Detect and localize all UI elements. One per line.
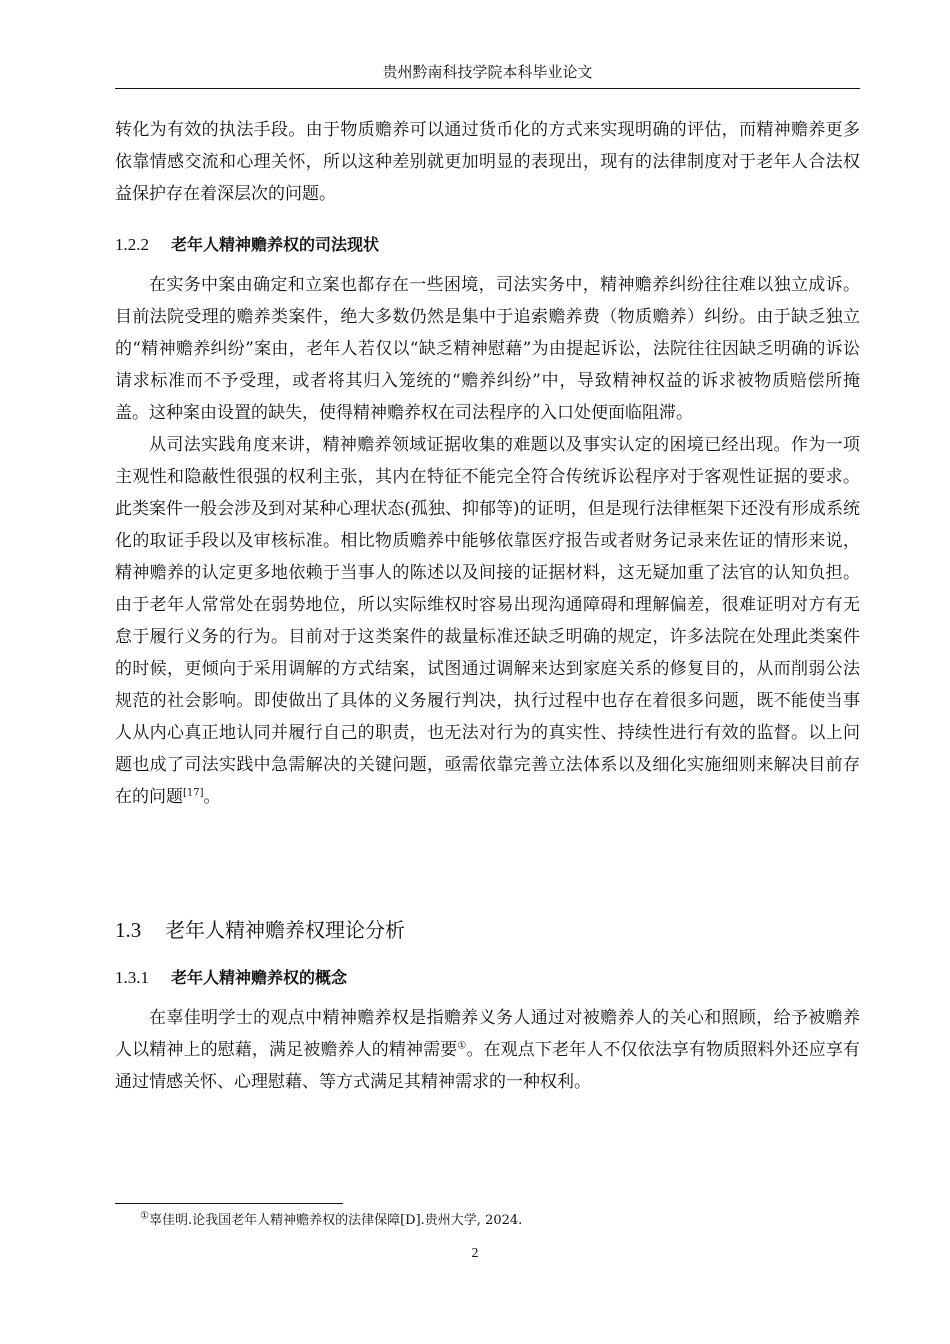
section-title: 老年人精神赡养权理论分析 <box>165 918 405 942</box>
footnote-mark: ① <box>140 1210 149 1222</box>
footnote <box>140 1212 522 1230</box>
section-heading-1-2-2 <box>115 229 860 261</box>
paragraph-judicial-practice <box>115 429 860 813</box>
section-number: 1.3 <box>115 918 142 942</box>
section-title: 老年人精神赡养权的概念 <box>171 968 348 987</box>
header-rule <box>115 88 860 89</box>
footnote-ref: ① <box>457 1040 467 1052</box>
paragraph-concept <box>115 1002 860 1098</box>
section-title: 老年人精神赡养权的司法现状 <box>171 235 380 254</box>
paragraph-text: 在辜佳明学士的观点中精神赡养权是指赡养义务人通过对被赡养人的关心和照顾，给予被赡养人以精神上的慰藉，满足被赡养人的精神需要 <box>115 1008 860 1060</box>
paragraph-end: 。 <box>203 787 221 807</box>
section-number: 1.3.1 <box>115 968 149 987</box>
page-body <box>115 114 860 1098</box>
paragraph-case-filing: 在实务中案由确定和立案也都存在一些困境，司法实务中，精神赡养纠纷往往难以独立成诉。目前法院受理的赡养类案件，绝大多数仍然是集中于追索赡养费（物质赡养）纠纷。由于缺乏独立的“精神赡养纠纷”案由，老年人若仅以“缺乏精神慰藉”为由提起诉讼，法院往往因缺乏明确的诉讼请求标准而不予受理，或者将其归入笼统的“赡养纠纷”中，导致精神权益的诉求被物质赔偿所掩盖。这种案由设置的缺失，使得精神赡养权在司法程序的入口处便面临阻滞。 <box>115 275 860 423</box>
footnote-rule <box>115 1203 343 1204</box>
section-heading-1-3-1 <box>115 962 860 994</box>
paragraph-continuation: 转化为有效的执法手段。由于物质赡养可以通过货币化的方式来实现明确的评估，而精神赡养更多依靠情感交流和心理关怀，所以这种差别就更加明显的表现出，现有的法律制度对于老年人合法权益保护存在着深层次的问题。 <box>115 120 860 204</box>
running-header: 贵州黔南科技学院本科毕业论文 <box>382 63 593 81</box>
footnote-text: 辜佳明.论我国老年人精神赡养权的法律保障[D].贵州大学, 2024. <box>148 1213 523 1228</box>
paragraph-text: 从司法实践角度来讲，精神赡养领域证据收集的难题以及事实认定的困境已经出现。作为一项主观性和隐蔽性很强的权利主张，其内在特征不能完全符合传统诉讼程序对于客观性证据的要求。此类案件一般会涉及到对某种心理状态(孤独、抑郁等)的证明，但是现行法律框架下还没有形成系统化的取证手段以及审核标准。相比物质赡养中能够依靠医疗报告或者财务记录来佐证的情形来说，精神赡养的认定更多地依赖于当事人的陈述以及间接的证据材料，这无疑加重了法官的认知负担。由于老年人常常处在弱势地位，所以实际维权时容易出现沟通障碍和理解偏差，很难证明对方有无怠于履行义务的行为。目前对于这类案件的裁量标准还缺乏明确的规定，许多法院在处理此类案件的时候，更倾向于采用调解的方式结案，试图通过调解来达到家庭关系的修复目的，从而削弱公法规范的社会影响。即使做出了具体的义务履行判决，执行过程中也存在着很多问题，既不能使当事人从内心真正地认同并履行自己的职责，也无法对行为的真实性、持续性进行有效的监督。以上问题也成了司法实践中急需解决的关键问题，亟需依靠完善立法体系以及细化实施细则来解决目前存在的问题 <box>115 435 860 807</box>
paragraph-text-cont: 。在观点下老年人不仅依法享有物质照料外还应享有通过情感关怀、心理慰藉、等方式满足其精神需求的一种权利。 <box>115 1040 861 1092</box>
section-number: 1.2.2 <box>115 235 149 254</box>
section-heading-1-3 <box>115 914 860 946</box>
page-number: 2 <box>471 1246 479 1261</box>
citation-ref: [17] <box>183 787 204 799</box>
